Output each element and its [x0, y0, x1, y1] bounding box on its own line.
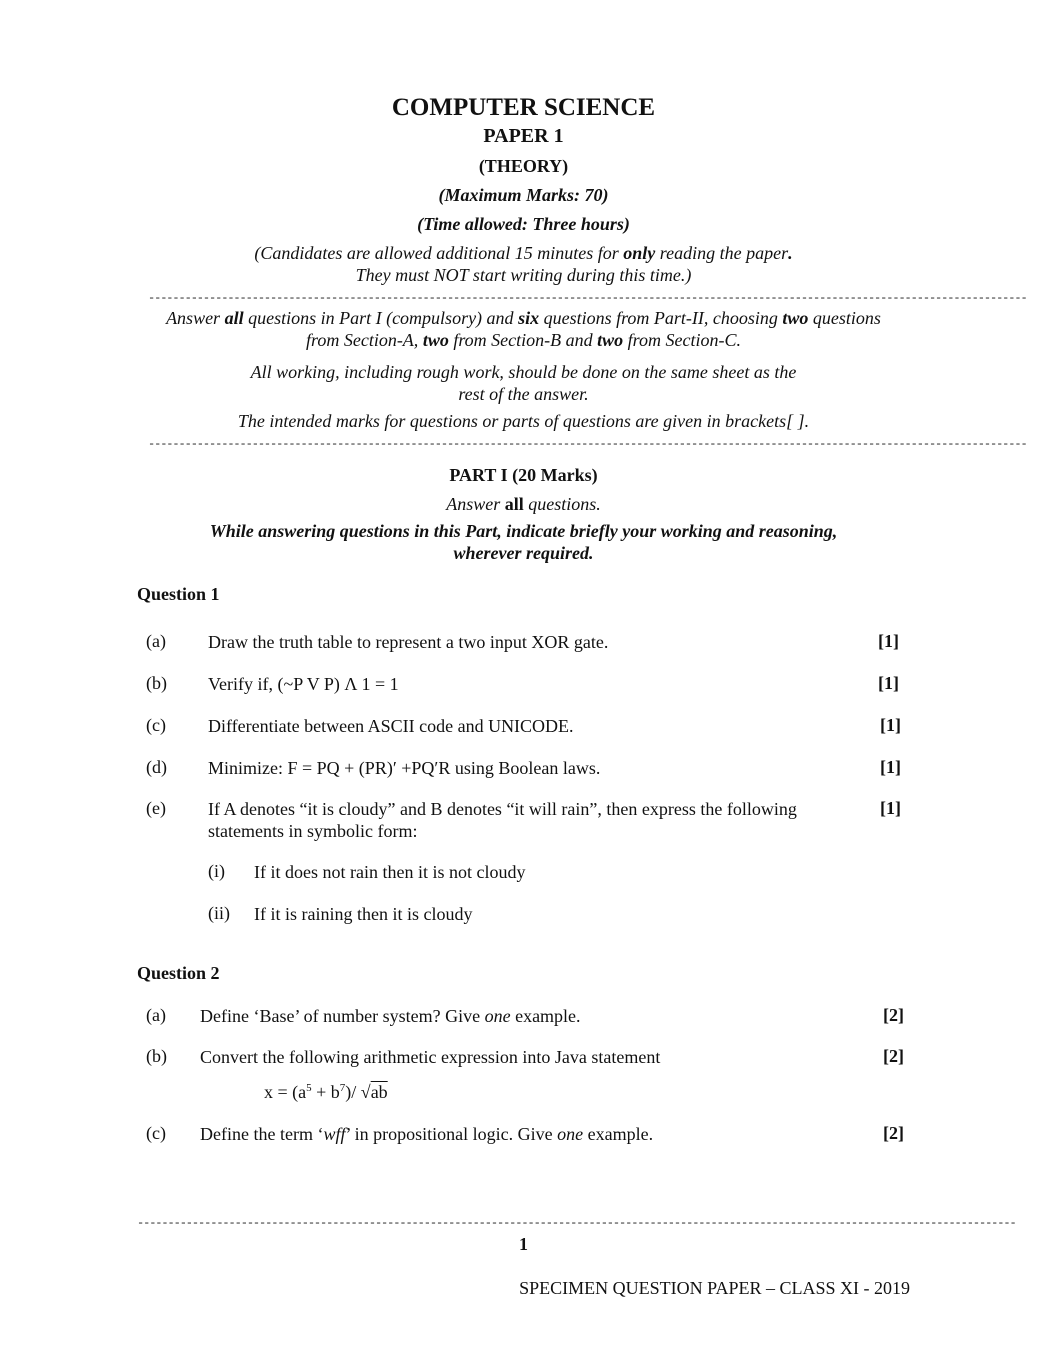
question-label: (c) — [146, 715, 166, 735]
marks-note: The intended marks for questions or parts of questions are given in brackets[ ]. — [237, 411, 810, 431]
question-text: Verify if, (~P V P) Λ 1 = 1 — [208, 674, 399, 694]
reading-time-line-2: They must NOT start writing during this time.) — [355, 265, 692, 285]
marks-badge: [1] — [878, 673, 899, 693]
marks-badge: [1] — [880, 798, 901, 818]
question-text: Define ‘Base’ of number system? Give one example. — [200, 1006, 581, 1026]
working-instruction-line-2: rest of the answer. — [458, 384, 589, 404]
question-2-heading: Question 2 — [137, 963, 220, 983]
paper-type: (THEORY) — [478, 156, 569, 176]
subject-title: COMPUTER SCIENCE — [391, 94, 656, 121]
question-text: Minimize: F = PQ + (PR)′ +PQ′R using Boolean laws. — [208, 758, 601, 778]
question-label: (c) — [146, 1123, 166, 1143]
part-note-line-2: wherever required. — [453, 543, 594, 563]
separator-line: ------------------------------------------------------------------------------------------------------------------------------------------------ — [148, 291, 1027, 305]
question-label: (a) — [146, 631, 166, 651]
reading-time-line-1: (Candidates are allowed additional 15 minutes for only reading the paper. — [254, 243, 793, 263]
part-answer-instruction: Answer all questions. — [446, 494, 601, 514]
marks-badge: [2] — [883, 1005, 904, 1025]
question-1-heading: Question 1 — [137, 584, 220, 604]
separator-line: ------------------------------------------------------------------------------------------------------------------------------------------------ — [148, 437, 1027, 451]
question-label: (e) — [146, 798, 166, 818]
marks-badge: [1] — [880, 715, 901, 735]
question-label: (d) — [146, 757, 167, 777]
marks-badge: [2] — [883, 1046, 904, 1066]
question-text: Define the term ‘wff’ in propositional logic. Give one example. — [200, 1124, 654, 1144]
part-note-line-1: While answering questions in this Part, indicate briefly your working and reasoning, — [209, 521, 838, 541]
marks-badge: [2] — [883, 1123, 904, 1143]
question-text-line-1: If A denotes “it is cloudy” and B denotes “it will rain”, then express the following — [208, 799, 797, 819]
max-marks: (Maximum Marks: 70) — [438, 185, 609, 205]
subquestion-text: If it is raining then it is cloudy — [254, 904, 473, 924]
subquestion-label: (i) — [208, 861, 225, 881]
question-text: Draw the truth table to represent a two input XOR gate. — [208, 632, 609, 652]
square-root-symbol: √ — [360, 1082, 371, 1102]
instructions-line-2: from Section-A, two from Section-B and two from Section-C. — [306, 330, 741, 350]
question-text: Differentiate between ASCII code and UNICODE. — [208, 716, 574, 736]
instructions-line-1: Answer all questions in Part I (compulsory) and six questions from Part-II, choosing two questions — [166, 308, 881, 328]
marks-badge: [1] — [880, 757, 901, 777]
question-label: (b) — [146, 1046, 167, 1066]
question-text-line-2: statements in symbolic form: — [208, 821, 418, 841]
question-label: (a) — [146, 1005, 166, 1025]
paper-number: PAPER 1 — [483, 125, 564, 147]
marks-badge: [1] — [878, 631, 899, 651]
part-title: PART I (20 Marks) — [449, 465, 598, 485]
time-allowed: (Time allowed: Three hours) — [417, 214, 630, 234]
working-instruction-line-1: All working, including rough work, should be done on the same sheet as the — [250, 362, 797, 382]
footer-separator: ------------------------------------------------------------------------------------------------------------------------------------------------ — [137, 1216, 1016, 1230]
question-text: Convert the following arithmetic expression into Java statement — [200, 1047, 661, 1067]
subquestion-text: If it does not rain then it is not cloudy — [254, 862, 526, 882]
page-number: 1 — [519, 1234, 528, 1254]
question-label: (b) — [146, 673, 167, 693]
subquestion-label: (ii) — [208, 903, 230, 923]
math-expression: $x = (a^5 + b^7)/$ √ab — [264, 1082, 388, 1102]
footer-caption: SPECIMEN QUESTION PAPER – CLASS XI - 2019 — [519, 1278, 910, 1298]
